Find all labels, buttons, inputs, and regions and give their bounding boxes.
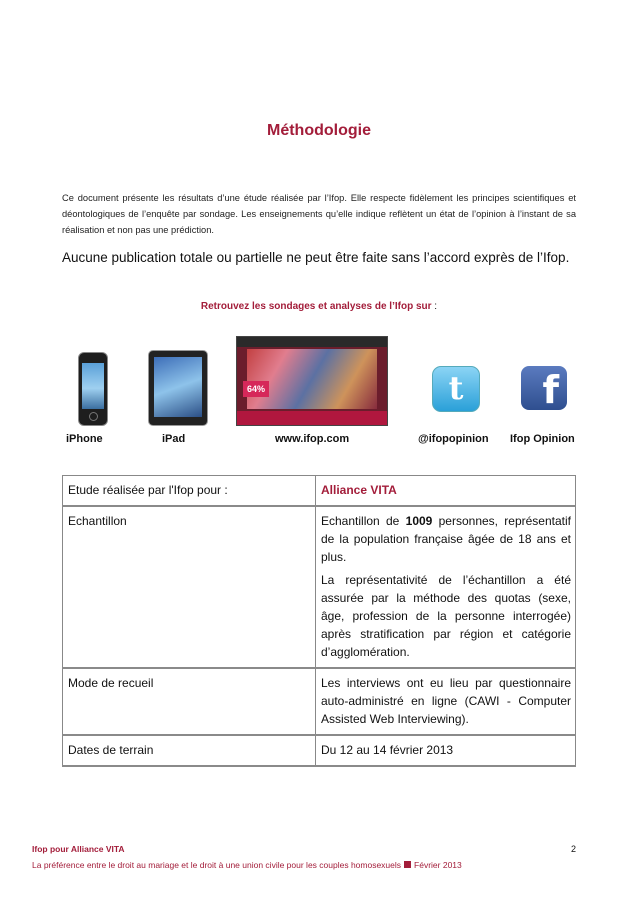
- row-value-client: Alliance VITA: [316, 476, 576, 507]
- footer-date: Février 2013: [414, 860, 462, 870]
- square-bullet-icon: [404, 861, 411, 868]
- sample-suffix: personnes, représentatif de la population française âgée de 18 ans et plus.: [321, 514, 571, 564]
- sample-prefix: Echantillon de: [321, 514, 406, 528]
- row-label: Mode de recueil: [63, 668, 316, 735]
- row-value-dates: Du 12 au 14 février 2013: [316, 735, 576, 766]
- page-title: Méthodologie: [267, 122, 371, 139]
- retrouvez-text: Retrouvez les sondages et analyses de l’Ifop sur: [200, 301, 432, 312]
- caption-iphone: iPhone: [66, 433, 103, 445]
- facebook-icon[interactable]: [521, 366, 567, 410]
- caption-website[interactable]: www.ifop.com: [275, 433, 350, 445]
- publication-notice: Aucune publication totale ou partielle ne peut être faite sans l’accord exprès de l’Ifop.: [62, 250, 570, 265]
- facebook-glyph: f: [542, 368, 559, 412]
- row-label: Dates de terrain: [63, 735, 316, 766]
- iphone-image[interactable]: [78, 352, 108, 426]
- twitter-icon[interactable]: [432, 366, 480, 412]
- table-row: [63, 668, 576, 735]
- website-strip: [237, 411, 387, 425]
- row-label: Echantillon: [63, 506, 316, 668]
- sample-size-paragraph: [321, 512, 571, 566]
- table-row: [63, 506, 576, 668]
- methodology-table: [62, 475, 576, 767]
- row-value-mode: Les interviews ont eu lieu par questionnaire auto-administré en ligne (CAWI - Computer Assisted Web Interviewing).: [316, 668, 576, 735]
- table-row: [63, 735, 576, 766]
- retrouvez-colon: :: [431, 301, 438, 312]
- footer-subtitle: [32, 860, 462, 870]
- ipad-screen: [154, 357, 202, 417]
- iphone-screen: [82, 363, 104, 409]
- iphone-home-button: [89, 412, 98, 421]
- table-row: [63, 476, 576, 507]
- page-number: 2: [571, 844, 577, 854]
- website-badge: 64%: [243, 381, 269, 397]
- website-photo: [247, 349, 377, 409]
- footer-client: Ifop pour Alliance VITA: [32, 844, 125, 854]
- intro-paragraph: Ce document présente les résultats d’une étude réalisée par l’Ifop. Elle respecte fidèlement les principes scientifiques et déontologiques de l’enquête par sondage. Les enseignements qu’elle indique reflètent un état de l’opinion à l’instant de sa réalisation et non pas une prédiction.: [62, 193, 576, 235]
- twitter-glyph: t: [448, 369, 464, 407]
- caption-facebook[interactable]: Ifop Opinion: [510, 433, 575, 445]
- footer-subtitle-text: La préférence entre le droit au mariage et le droit à une union civile pour les couples homosexuels: [32, 860, 402, 870]
- ipad-image[interactable]: [148, 350, 208, 426]
- retrouvez-line: [0, 301, 638, 312]
- website-top-bar: [237, 337, 387, 347]
- caption-twitter[interactable]: @ifopopinion: [418, 433, 489, 445]
- caption-ipad: iPad: [162, 433, 186, 445]
- row-label: Etude réalisée par l'Ifop pour :: [63, 476, 316, 507]
- row-value-sample: [316, 506, 576, 668]
- sample-method-paragraph: La représentativité de l’échantillon a été assurée par la méthode des quotas (sexe, âge, profession de la personne interrogée) après stratification par région et catégorie d’agglomération.: [321, 573, 571, 659]
- sample-count: 1009: [405, 514, 433, 528]
- website-screenshot[interactable]: [236, 336, 388, 426]
